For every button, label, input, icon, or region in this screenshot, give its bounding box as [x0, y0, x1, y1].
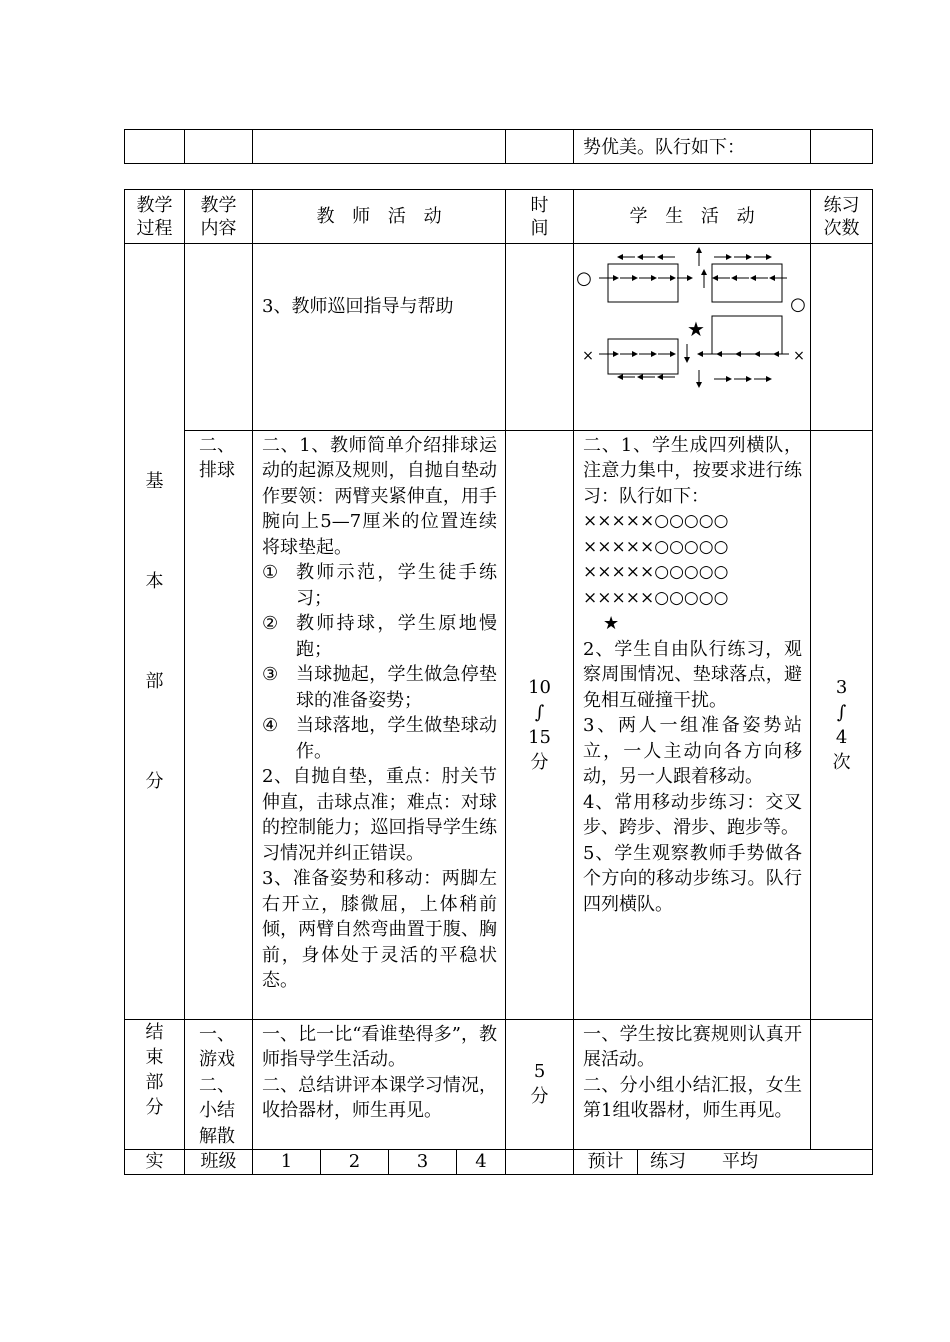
top-cell-student: 势优美。队行如下： — [574, 130, 811, 164]
header-student: 学 生 活 动 — [574, 190, 811, 244]
bottom-expect: 预计 — [574, 1150, 638, 1175]
end-count-cell — [811, 1019, 873, 1150]
guide-count-cell — [811, 244, 873, 431]
volleyball-student-cell: 二、1、学生成四列横队，注意力集中，按要求进行练习：队行如下： ×××××○○○○○ ×××××○○○○○ ×××××○○○○○ ×××××○○○○○ ★ 2、学生自由队行练习，观察周围情况、垫球落点，避免相互碰撞干扰。 3、两人一组准备姿势站立，一人主动向各方向移动，另一人跟着移动。 4、常用移动步练习：交叉步、跨步、滑步、跑步等。 5、学生观察教师手势做各个方向的移动步练习。队行四列横队。 — [574, 430, 811, 1019]
bottom-empty — [506, 1150, 574, 1175]
header-time: 时 间 — [506, 190, 574, 244]
teacher-circle-left: ○ — [576, 268, 592, 289]
volleyball-row — [125, 430, 873, 1019]
top-partial-row — [125, 130, 873, 164]
header-content: 教学 内容 — [185, 190, 253, 244]
bottom-class-3: 3 — [389, 1150, 457, 1175]
top-cell-teacher — [253, 130, 506, 164]
teacher-circle-right: ○ — [790, 294, 806, 315]
volleyball-time-cell: 10 ∫ 15 分 — [506, 430, 574, 1019]
header-count: 练习 次数 — [811, 190, 873, 244]
header-process: 教学 过程 — [125, 190, 185, 244]
formation-diagram-cell — [574, 244, 811, 431]
end-section-row — [125, 1019, 873, 1150]
header-row — [125, 190, 873, 244]
top-cell-content — [185, 130, 253, 164]
lesson-plan-table — [124, 189, 873, 1175]
bottom-practice-average: 练习 平均 — [638, 1150, 873, 1175]
top-partial-table — [124, 129, 873, 164]
student-cross-left: × — [582, 348, 594, 364]
bottom-class-4: 4 — [457, 1150, 506, 1175]
top-cell-count — [811, 130, 873, 164]
guide-time-cell — [506, 244, 574, 431]
end-student-cell: 一、学生按比赛规则认真开展活动。 二、分小组小结汇报，女生第1组收器材，师生再见。 — [574, 1019, 811, 1150]
guide-content-cell — [185, 244, 253, 431]
volleyball-count-cell: 3 ∫ 4 次 — [811, 430, 873, 1019]
guide-row — [125, 244, 873, 431]
guide-teacher-cell: 3、教师巡回指导与帮助 — [253, 244, 506, 431]
teacher-star: ★ — [687, 317, 706, 341]
section-basic-label: 基 本 部 分 — [125, 244, 185, 1020]
top-cell-process — [125, 130, 185, 164]
end-teacher-cell: 一、比一比“看谁垫得多”，教师指导学生活动。 二、总结讲评本课学习情况，收拾器材，师生再见。 — [253, 1019, 506, 1150]
bottom-class-2: 2 — [321, 1150, 389, 1175]
end-time-cell: 5 分 — [506, 1019, 574, 1150]
end-content-cell: 一、 游戏 二、 小结 解散 — [185, 1019, 253, 1150]
bottom-label: 实 — [125, 1150, 185, 1175]
volleyball-teacher-cell: 二、1、教师简单介绍排球运动的起源及规则，自抛自垫动作要领：两臂夹紧伸直，用手腕向上5—7厘米的位置连续将球垫起。 ① 教师示范，学生徒手练习； ② 教师持球，学生原地慢跑； ③ 当球抛起，学生做急停垫球的准备姿势； ④ 当球落地，学生做垫球动作。 2、自抛自垫，重点：肘关节伸直，击球点准；难点：对球的控制能力；巡回指导学生练习情况并纠正错误。 3、准备姿势和移动：两脚左右开立，膝微屈，上体稍前倾，两臂自然弯曲置于腹、胸前，身体处于灵活的平稳状态。 — [253, 430, 506, 1019]
header-teacher: 教 师 活 动 — [253, 190, 506, 244]
top-cell-time — [506, 130, 574, 164]
bottom-class-label: 班级 — [185, 1150, 253, 1175]
bottom-row — [125, 1150, 873, 1175]
movement-formation-diagram — [574, 244, 809, 422]
volleyball-content-cell: 二、 排球 — [185, 430, 253, 1019]
formation-star: ★ — [603, 613, 620, 634]
bottom-class-1: 1 — [253, 1150, 321, 1175]
student-cross-right: × — [793, 348, 805, 364]
section-end-label: 结 束 部 分 — [125, 1019, 185, 1150]
